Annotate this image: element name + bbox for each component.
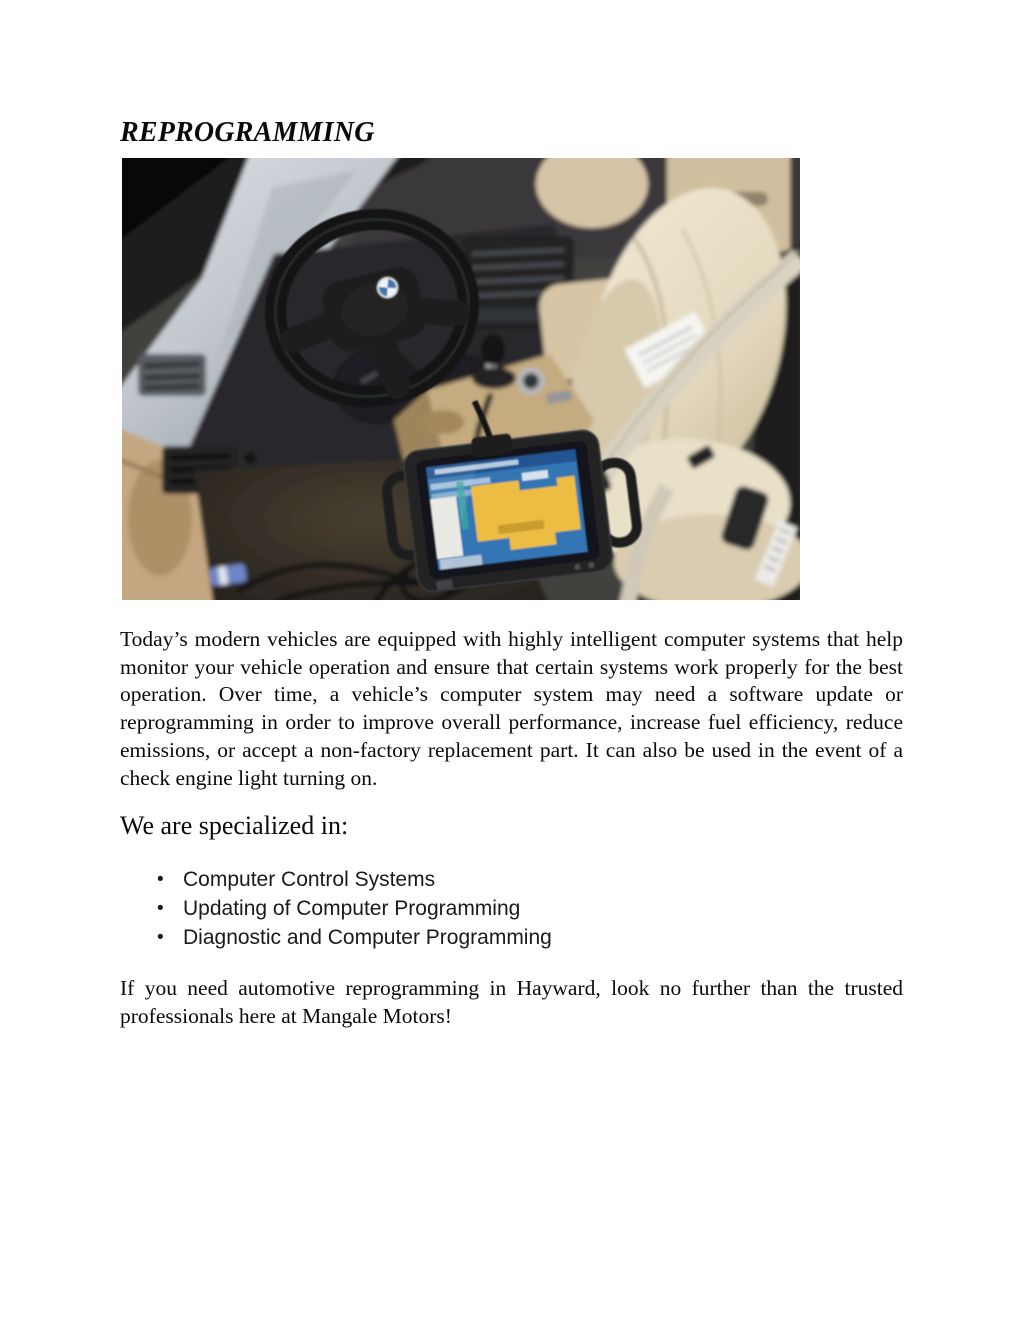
page-title: REPROGRAMMING <box>120 117 375 148</box>
bullet-marker: • <box>157 869 164 891</box>
car-interior-photo <box>122 158 800 600</box>
list-item <box>120 894 903 923</box>
closing-paragraph: If you need automotive reprogramming in Hayward, look no further than the trusted professionals here at Mangale Motors! <box>120 976 903 1028</box>
specialized-subheading: We are specialized in: <box>120 811 349 841</box>
bullet-marker: • <box>157 927 164 949</box>
specialties-list <box>120 865 903 952</box>
bullet-marker: • <box>157 898 164 920</box>
intro-paragraph: Today’s modern vehicles are equipped with highly intelligent computer systems that help monitor your vehicle operation and ensure that certain systems work properly for the best operation. Over time, a vehicle’s computer system may need a software update or reprogramming in order to improve overall performance, increase fuel efficiency, reduce emissions, or accept a non-factory replacement part. It can also be used in the event of a check engine light turning on. <box>120 627 903 790</box>
list-item <box>120 865 903 894</box>
list-item-label: Updating of Computer Programming <box>183 897 521 921</box>
list-item <box>120 923 903 952</box>
list-item-label: Computer Control Systems <box>183 868 436 892</box>
list-item-label: Diagnostic and Computer Programming <box>183 926 552 950</box>
